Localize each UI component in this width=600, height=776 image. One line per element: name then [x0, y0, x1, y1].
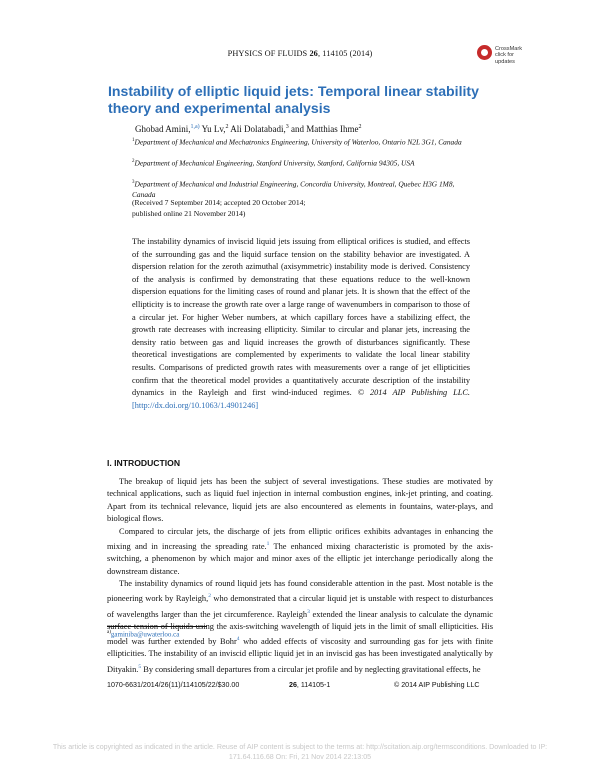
footer-issn: 1070-6631/2014/26(11)/114105/22/$30.00 [107, 681, 240, 689]
footnote-divider [107, 626, 207, 627]
paragraph: The instability dynamics of round liquid jets has found considerable attention in the past. Most notable is the pioneering work by Rayleigh,$^2$ who demonstrated that a circular liquid jet is unstable with respect to disturbances of wavelengths larger than the jet circumference. Rayleigh$^3$ extended the linear analysis to calculate the dynamic surface tension of liquids using the axis-switching wavelength of liquid jets in the limit of small ellipticities. His model was further extended by Bohr$^4$ who added effects of viscosity and surrounding gas for jets with finite ellipticities. The instability of an inviscid elliptic liquid jet in an inviscid gas has been investigated analytically by Dityakin.$^5$ By considering small departures from a circular jet profile and by neglecting gravitational effects, he [107, 579, 493, 674]
author-affiliation-ref: 3 [285, 124, 289, 130]
affiliation-text: Department of Mechanical Engineering, Stanford University, Stanford, California 94305, USA [134, 158, 415, 168]
download-watermark [0, 742, 600, 762]
citation-link[interactable]: 5 [138, 663, 142, 670]
author-name: Yu Lv, [201, 124, 226, 134]
affiliation-1 [132, 136, 462, 148]
affiliation-text: Department of Mechanical and Mechatronics Engineering, University of Waterloo, Ontario N2L 3G1, Canada [134, 137, 462, 147]
email-link[interactable]: gaminiba@uwaterloo.ca [110, 630, 180, 639]
crossmark-label: CrossMark [495, 46, 523, 52]
author-affiliation-ref: 2 [358, 124, 362, 130]
received-line: (Received 7 September 2014; accepted 20 October 2014; [132, 198, 306, 207]
citation-link[interactable]: 1 [266, 541, 270, 548]
paragraph: Compared to circular jets, the discharge of jets from elliptic orifices exhibits advantages in enhancing the mixing and in increasing the spreading rate.$^1$ The enhanced mixing characteristic is promoted by the axis-switching, a phenomenon by which major and minor axes of the elliptic jet interchange periodically along the downstream distance. [107, 526, 493, 576]
watermark-line: 171.64.116.68 On: Fri, 21 Nov 2014 22:13:05 [228, 753, 372, 761]
citation-link[interactable]: 3 [307, 608, 310, 615]
citation-link[interactable]: 4 [236, 636, 240, 643]
article-title: Instability of elliptic liquid jets: Temporal linear stability theory and experimental analysis [108, 83, 479, 116]
abstract-copyright: © 2014 AIP Publishing LLC. [357, 388, 471, 398]
section-heading: I. INTRODUCTION [107, 458, 181, 468]
affiliation-number: 3 [132, 180, 135, 185]
abstract-text: The instability dynamics of inviscid liquid jets issuing from elliptical orifices is studied, and effects of the surrounding gas and the liquid surface tension on the stability behavior are investigated. A dispersion relation for the zeroth azimuthal (axisymmetric) instability mode is derived. Consistency of the analysis is confirmed by demonstrating that these equations reduce to the well-known dispersion equations for the limiting cases of round and planar jets. It is shown that the effect of the ellipticity is to increase the growth rate over a large range of wavenumbers in comparison to those of a circular jet. For higher Weber numbers, at which capillary forces have a stabilizing effect, the growth rate decreases with increasing ellipticity. Similar to circular and planar jets, increasing the density ratio between gas and liquid increases the growth of disturbances significantly. These theoretical investigations are complemented by experiments to validate the local linear stability results. Comparisons of predicted growth rates with measurements over a range of jet ellipticities confirm that the theoretical model provides a quantitatively accurate description of the instability dynamics in the Rayleigh and first wind-induced regimes. [132, 237, 470, 398]
published-line: published online 21 November 2014) [132, 208, 246, 218]
footer-page [289, 681, 330, 689]
journal-volume: 26 [309, 49, 318, 58]
footer-volume: 26 [289, 681, 297, 689]
author-affiliation-ref: 2 [225, 124, 229, 130]
author-name: Ali Dolatabadi, [230, 124, 286, 134]
introduction-body [107, 476, 493, 676]
crossmark-sublabel: click for updates [495, 52, 515, 65]
footer-page-id: , 114105-1 [296, 681, 331, 689]
affiliation-number: 2 [132, 159, 135, 164]
affiliation-text: Department of Mechanical and Industrial Engineering, Concordia University, Montreal, Quebec H3G 1M8, Canada [132, 179, 455, 199]
footer-copyright: © 2014 AIP Publishing LLC [394, 681, 480, 689]
crossmark-icon [477, 45, 492, 60]
affiliation-2 [132, 157, 462, 169]
abstract [132, 236, 470, 412]
citation-link[interactable]: 2 [208, 593, 211, 600]
author-name: Ghobad Amini, [135, 124, 191, 134]
crossmark-badge[interactable] [477, 44, 532, 65]
article-info: , 114105 (2014) [317, 49, 373, 58]
author-name: and Matthias Ihme [291, 124, 359, 134]
journal-name: PHYSICS OF FLUIDS [227, 49, 308, 58]
author-affiliation-ref[interactable]: 1,a) [190, 124, 200, 130]
received-dates [132, 198, 462, 219]
watermark-line: This article is copyrighted as indicated in the article. Reuse of AIP content is subject to the terms at: http://scitation.aip.org/termsconditions. Downloaded to IP: [52, 743, 548, 751]
paragraph: The breakup of liquid jets has been the subject of several investigations. These studies are motivated by technical applications, such as liquid fuel injection in internal combustion engines, ink-jet printing, and coating. Apart from its technical relevance, liquid jets are also encountered as elements in fountains, water-plays, and biological flows. [107, 477, 493, 524]
footnote [107, 630, 179, 638]
affiliation-number: 1 [132, 138, 135, 143]
doi-link[interactable]: [http://dx.doi.org/10.1063/1.4901246] [132, 400, 259, 410]
author-list [135, 124, 362, 134]
footnote-marker: a) [107, 630, 111, 635]
